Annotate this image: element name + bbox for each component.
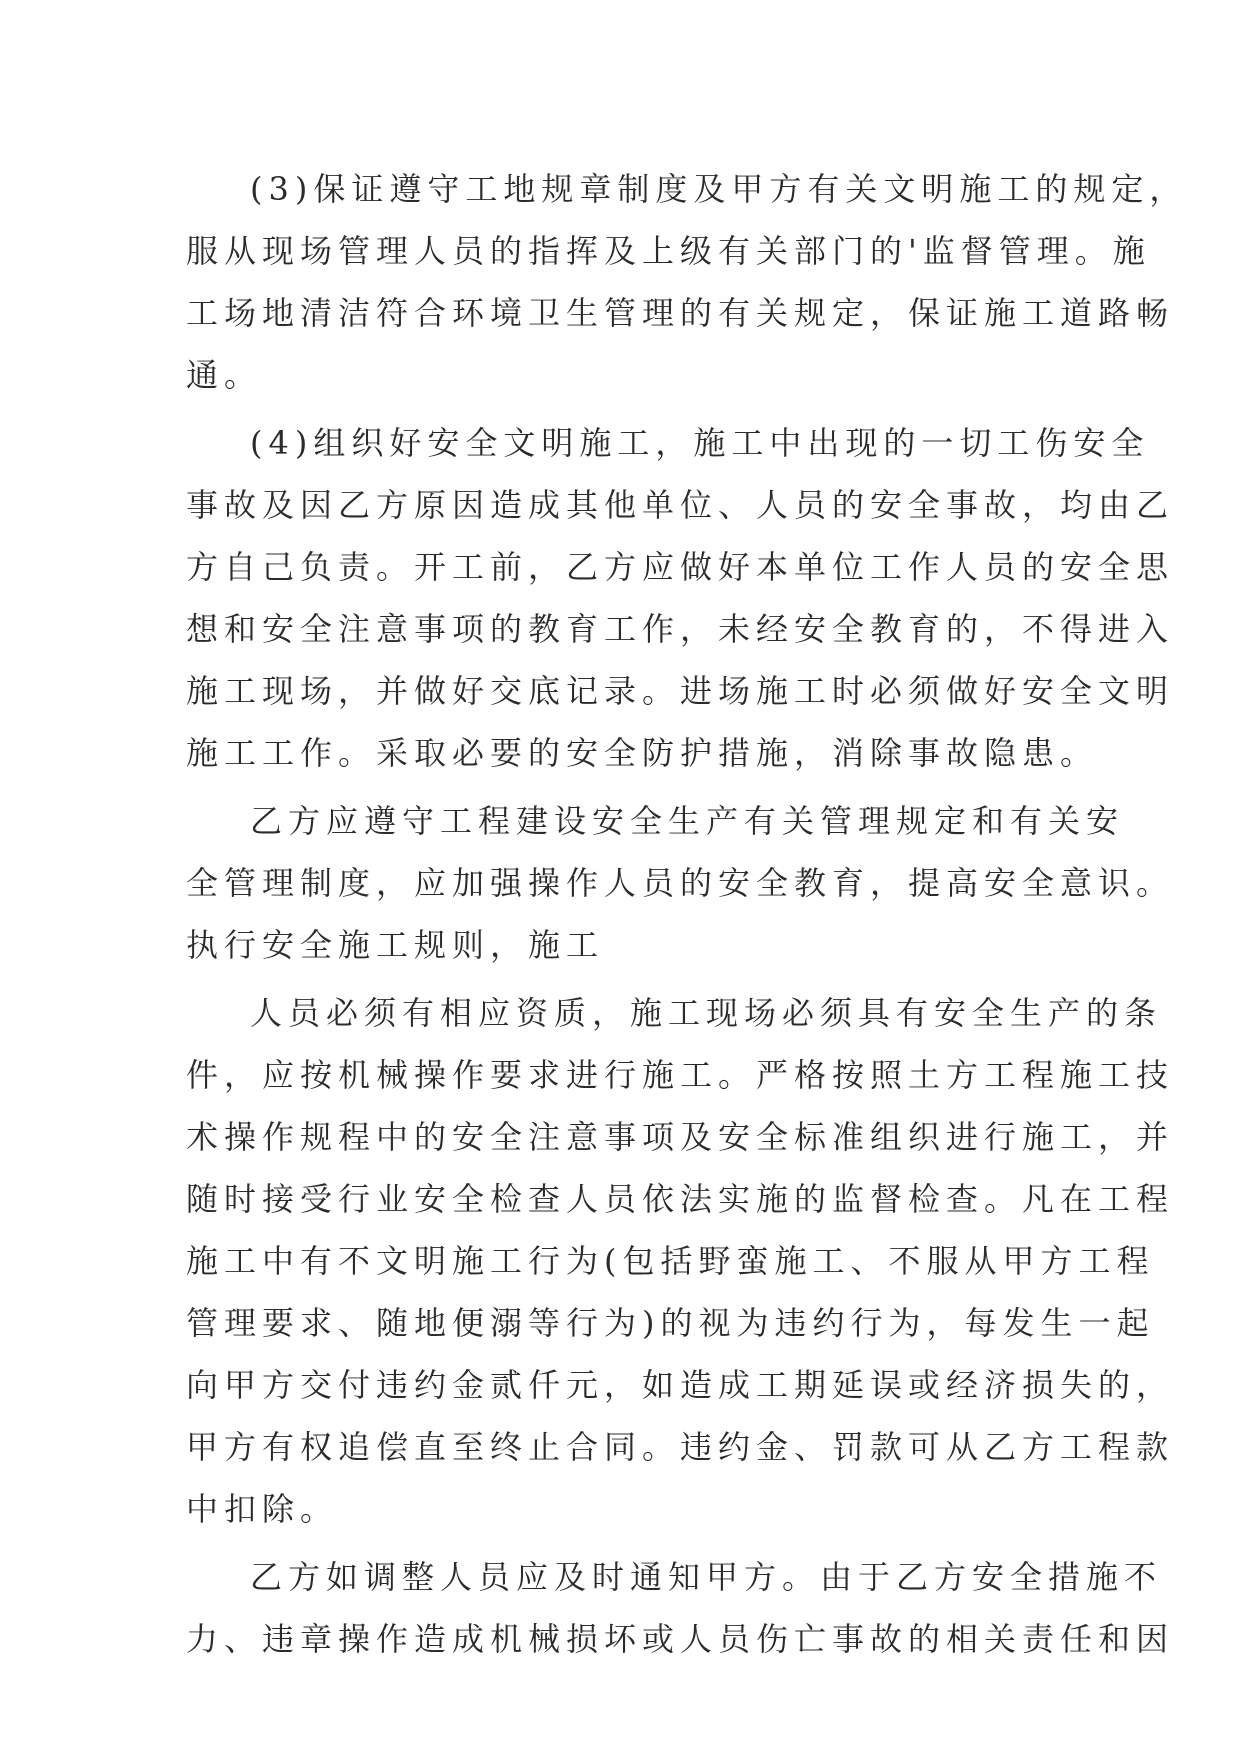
paragraph-3 (186, 158, 1188, 406)
text-line: 工场地清洁符合环境卫生管理的有关规定，保证施工道路畅 (186, 294, 1175, 332)
text-line: 事故及因乙方原因造成其他单位、人员的安全事故，均由乙 (186, 486, 1175, 524)
text-line: 施工中有不文明施工行为(包括野蛮施工、不服从甲方工程 (186, 1242, 1155, 1280)
text-line: 人员必须有相应资质，施工现场必须具有安全生产的条 (250, 994, 1163, 1032)
text-line: (3)保证遵守工地规章制度及甲方有关文明施工的规定， (250, 170, 1188, 208)
text-line: 执行安全施工规则，施工 (186, 926, 605, 964)
text-line: 力、违章操作造成机械损坏或人员伤亡事故的相关责任和因 (186, 1620, 1175, 1658)
document-body (186, 158, 1188, 1670)
paragraph-personnel (186, 982, 1175, 1540)
text-line: 服从现场管理人员的指挥及上级有关部门的'监督管理。施 (186, 232, 1151, 270)
paragraph-4 (186, 412, 1175, 784)
text-line: 全管理制度，应加强操作人员的安全教育，提高安全意识。 (186, 864, 1175, 902)
text-line: 施工现场，并做好交底记录。进场施工时必须做好安全文明 (186, 672, 1175, 710)
text-line: 方自己负责。开工前，乙方应做好本单位工作人员的安全思 (186, 548, 1175, 586)
text-line: (4)组织好安全文明施工，施工中出现的一切工伤安全 (250, 424, 1150, 462)
text-line: 想和安全注意事项的教育工作，未经安全教育的，不得进入 (186, 610, 1175, 648)
text-line: 向甲方交付违约金贰仟元，如造成工期延误或经济损失的， (186, 1366, 1175, 1404)
paragraph-staff-changes (186, 1546, 1175, 1670)
text-line: 甲方有权追偿直至终止合同。违约金、罚款可从乙方工程款 (186, 1428, 1175, 1466)
text-line: 术操作规程中的安全注意事项及安全标准组织进行施工，并 (186, 1118, 1175, 1156)
text-line: 管理要求、随地便溺等行为)的视为违约行为，每发生一起 (186, 1304, 1155, 1342)
text-line: 中扣除。 (186, 1490, 339, 1528)
text-line: 通。 (186, 356, 263, 394)
text-line: 施工工作。采取必要的安全防护措施，消除事故隐患。 (186, 734, 1099, 772)
paragraph-safety-rules (186, 790, 1175, 976)
text-line: 随时接受行业安全检查人员依法实施的监督检查。凡在工程 (186, 1180, 1175, 1218)
text-line: 乙方应遵守工程建设安全生产有关管理规定和有关安 (250, 802, 1125, 840)
text-line: 乙方如调整人员应及时通知甲方。由于乙方安全措施不 (250, 1558, 1163, 1596)
text-line: 件，应按机械操作要求进行施工。严格按照土方工程施工技 (186, 1056, 1175, 1094)
